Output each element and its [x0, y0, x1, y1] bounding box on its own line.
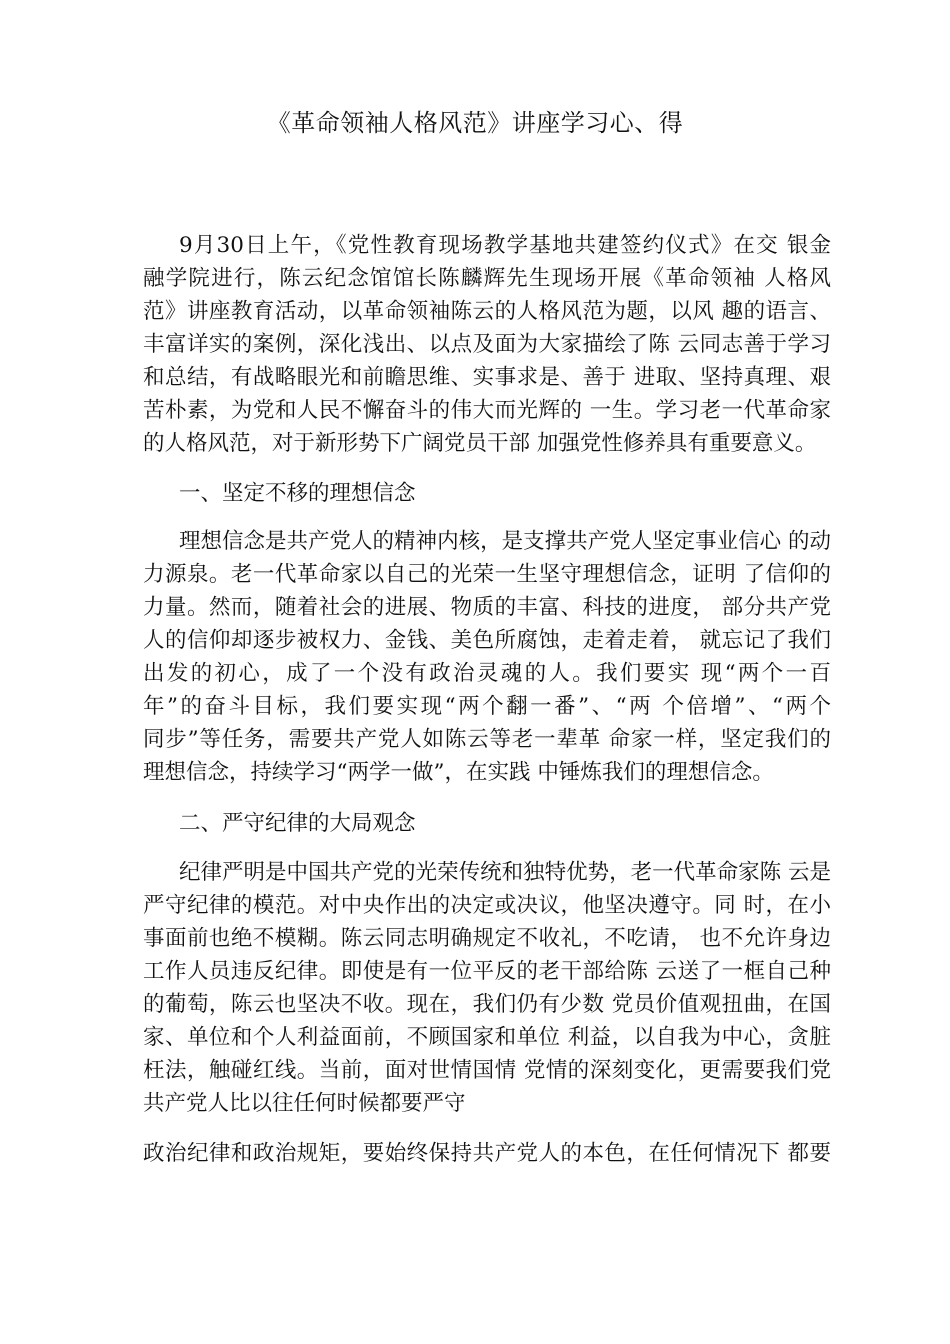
paragraph-intro — [143, 229, 831, 460]
paragraph-line: 范》讲座教育活动，以革命领袖陈云的人格风范为题，以风 趣的语言、 — [143, 299, 831, 324]
paragraph-line: 和总结，有战略眼光和前瞻思维、实事求是、善于 进取、坚持真理、艰 — [143, 365, 831, 390]
paragraph-line: 纪律严明是中国共产党的光荣传统和独特优势，老一代革命家陈 云是 — [179, 860, 831, 885]
paragraph-ideals — [143, 525, 831, 789]
paragraph-line: 力量。然而，随着社会的进展、物质的丰富、科技的进度， 部分共产党 — [143, 595, 831, 620]
paragraph-line: 丰富详实的案例，深化浅出、以点及面为大家描绘了陈 云同志善于学习 — [143, 332, 831, 357]
paragraph-line: 融学院进行，陈云纪念馆馆长陈麟辉先生现场开展《革命领袖 人格风 — [143, 266, 831, 291]
paragraph-line: 工作人员违反纪律。即使是有一位平反的老干部给陈 云送了一框自己种 — [143, 959, 831, 984]
paragraph-discipline — [143, 856, 831, 1120]
paragraph-line: 出发的初心，成了一个没有政治灵魂的人。我们要实 现“两个一百 — [143, 661, 831, 686]
paragraph-line: 家、单位和个人利益面前，不顾国家和单位 利益，以自我为中心，贪脏 — [143, 1025, 831, 1050]
paragraph-line: 9月30日上午，《党性教育现场教学基地共建签约仪式》在交 银金 — [179, 233, 831, 258]
paragraph-line: 共产党人比以往任何时候都要严守 — [143, 1091, 466, 1116]
paragraph-line: 事面前也绝不模糊。陈云同志明确规定不收礼，不吃请， 也不允许身边 — [143, 926, 831, 951]
paragraph-line: 力源泉。老一代革命家以自己的光荣一生坚守理想信念，证明 了信仰的 — [143, 562, 831, 587]
paragraph-line: 理想信念是共产党人的精神内核，是支撑共产党人坚定事业信心 的动 — [179, 529, 831, 554]
paragraph-line: 苦朴素，为党和人民不懈奋斗的伟大而光辉的 一生。学习老一代革命家 — [143, 398, 831, 423]
paragraph-line: 理想信念，持续学习“两学一做”，在实践 中锤炼我们的理想信念。 — [143, 760, 774, 785]
paragraph-line: 同步”等任务，需要共产党人如陈云等老一辈革 命家一样，坚定我们的 — [143, 727, 831, 752]
paragraph-line: 严守纪律的模范。对中央作出的决定或决议，他坚决遵守。同 时，在小 — [143, 893, 831, 918]
paragraph-line: 政治纪律和政治规矩，要始终保持共产党人的本色，在任何情况下 都要 — [143, 1141, 831, 1166]
paragraph-line: 枉法，触碰红线。当前，面对世情国情 党情的深刻变化，更需要我们党 — [143, 1058, 831, 1083]
paragraph-line: 的人格风范，对于新形势下广阔党员干部 加强党性修养具有重要意义。 — [143, 431, 817, 456]
section-heading-2 — [143, 807, 831, 840]
paragraph-continuation — [143, 1137, 831, 1170]
paragraph-line: 年”的奋斗目标，我们要实现“两个翻一番”、“两 个倍增”、“两个 — [143, 694, 831, 719]
section-heading-1 — [143, 477, 831, 510]
paragraph-line: 的葡萄，陈云也坚决不收。现在，我们仍有少数 党员价值观扭曲，在国 — [143, 992, 831, 1017]
section-heading-text: 二、严守纪律的大局观念 — [179, 811, 416, 836]
section-heading-text: 一、坚定不移的理想信念 — [179, 481, 416, 506]
document-title: 《革命领袖人格风范》讲座学习心、得 — [266, 109, 684, 137]
paragraph-line: 人的信仰却逐步被权力、金钱、美色所腐蚀，走着走着， 就忘记了我们 — [143, 628, 831, 653]
